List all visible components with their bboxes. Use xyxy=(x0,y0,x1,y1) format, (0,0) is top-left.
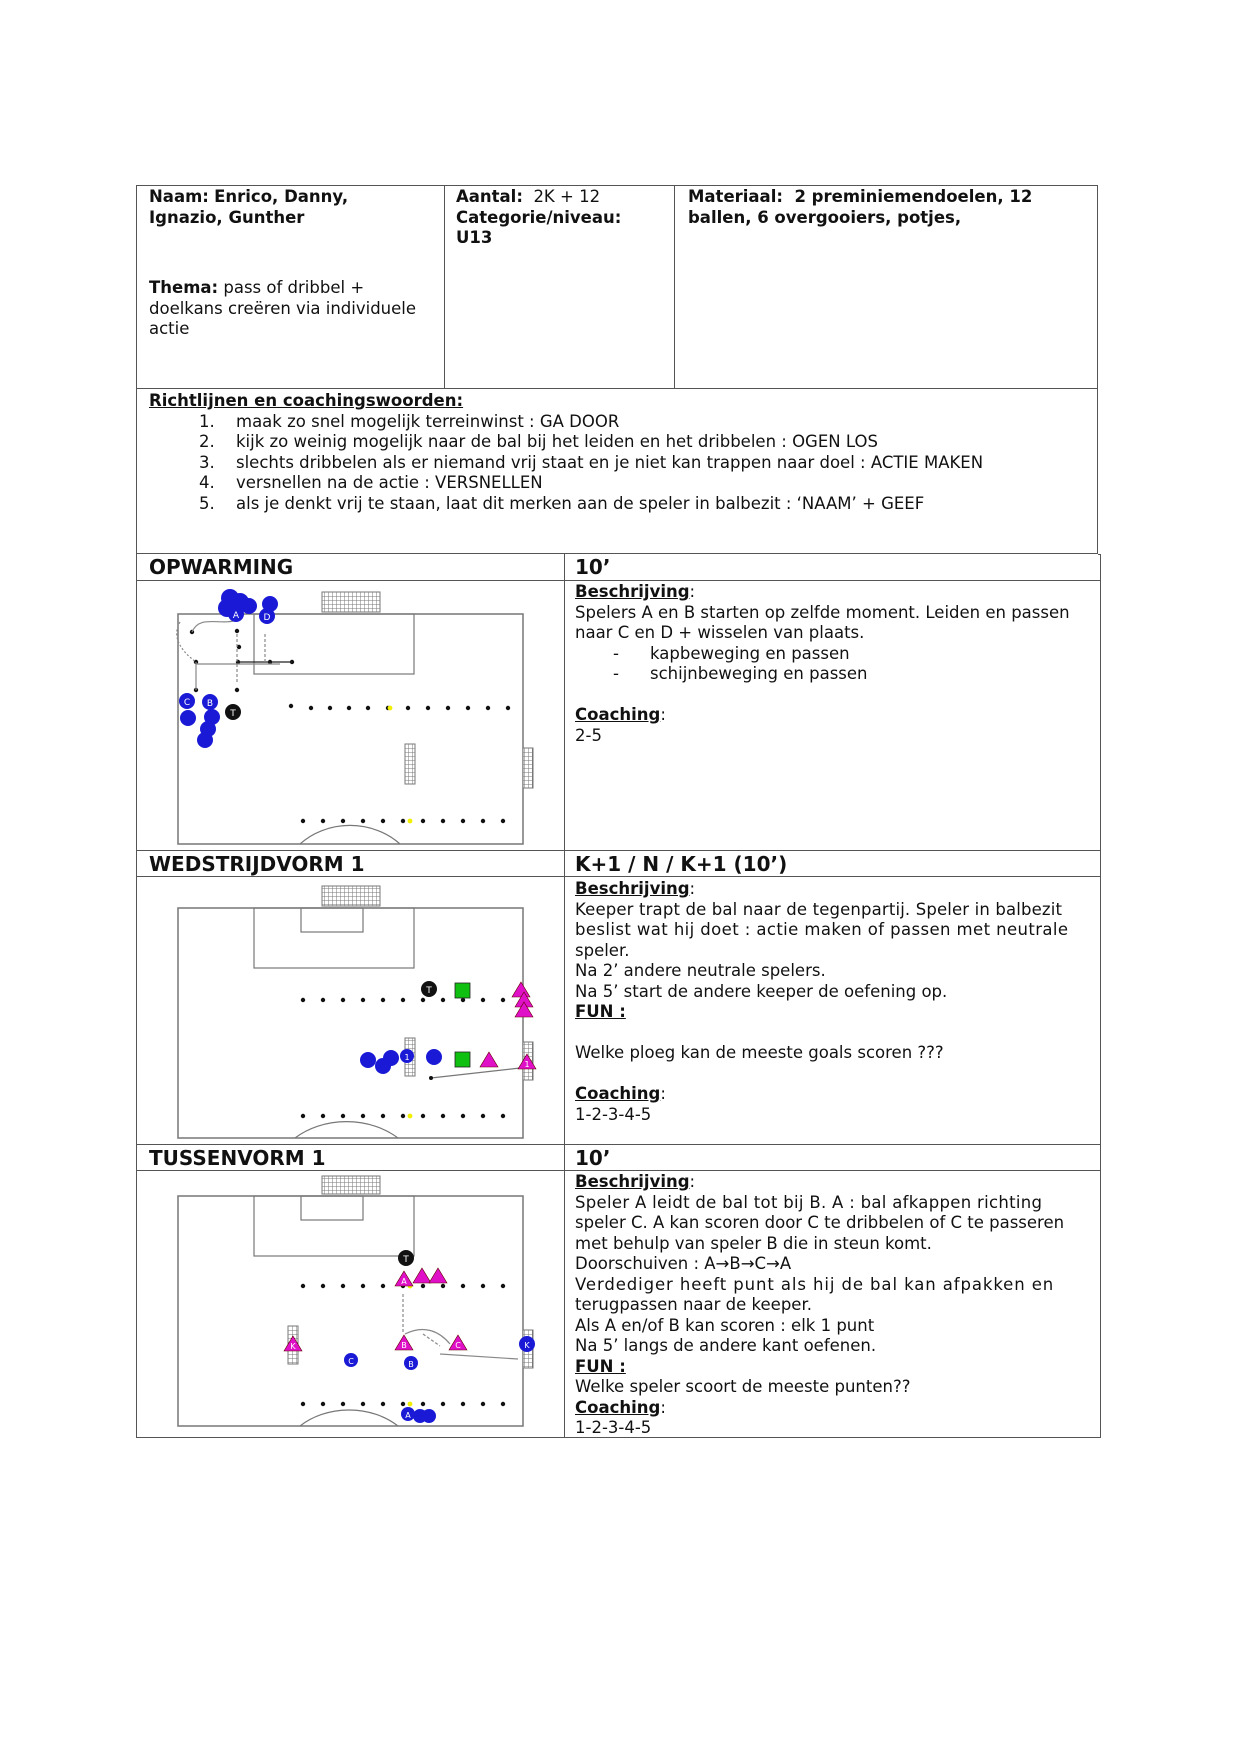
pitch-outline xyxy=(178,614,523,844)
desc-line: Spelers A en B starten op zelfde moment. Leiden en passen xyxy=(575,602,1070,622)
beschrijving-label: Beschrijving xyxy=(575,1172,690,1191)
wedstrijdvorm-title: WEDSTRIJDVORM 1 xyxy=(149,852,365,876)
opwarming-title: OPWARMING xyxy=(149,555,294,579)
wedstrijdvorm-diagram xyxy=(140,880,560,1142)
desc-line: Keeper trapt de bal naar de tegenpartij. Speler in balbezit xyxy=(575,899,1063,919)
label-c: C xyxy=(455,1341,461,1350)
guideline-item: 5. als je denkt vrij te staan, laat dit merken aan de speler in balbezit : ‘NAAM’ + GEEF xyxy=(199,493,925,513)
label-t: T xyxy=(230,709,236,719)
fun-label: FUN : xyxy=(575,1002,626,1021)
cone-row xyxy=(301,819,505,824)
wedstrijdvorm-duration: K+1 / N / K+1 (10’) xyxy=(575,852,788,876)
players-pink xyxy=(284,1268,467,1351)
desc-line: Speler A leidt de bal tot bij B. A : bal afkappen richting xyxy=(575,1192,1043,1212)
desc-line: Verdediger heeft punt als hij de bal kan afpakken en xyxy=(575,1274,1055,1294)
guidelines-block xyxy=(149,391,1089,514)
desc-line: met behulp van speler B die in steun komt. xyxy=(575,1233,932,1253)
coaching-value: 1-2-3-4-5 xyxy=(575,1418,652,1437)
thema-value-3: actie xyxy=(149,319,190,338)
desc-line: Na 5’ langs de andere kant oefenen. xyxy=(575,1336,877,1355)
center-circle xyxy=(300,825,400,844)
materiaal-value-2: ballen, 6 overgooiers, potjes, xyxy=(688,207,962,227)
opwarming-diagram xyxy=(140,584,560,846)
label-c: C xyxy=(183,698,191,708)
goal-net xyxy=(322,1176,380,1194)
naam-cell xyxy=(149,187,439,228)
penalty-area-small xyxy=(301,1196,363,1220)
fun-label: FUN : xyxy=(575,1356,626,1376)
center-circle xyxy=(300,1410,398,1426)
coaching-label: Coaching xyxy=(575,705,661,724)
materiaal-value: 2 preminiemendoelen, 12 xyxy=(794,187,1033,206)
penalty-box xyxy=(254,1196,414,1256)
pitch-outline xyxy=(178,1196,523,1426)
beschrijving-label: Beschrijving xyxy=(575,879,690,898)
tussenvorm-duration: 10’ xyxy=(575,1146,611,1170)
start-cones xyxy=(190,629,294,692)
label-a-blue: A xyxy=(405,1411,411,1420)
label-t: T xyxy=(426,986,432,996)
penalty-area-small xyxy=(301,908,363,932)
guidelines-title: Richtlijnen en coachingswoorden: xyxy=(149,391,464,410)
header-divider-v1 xyxy=(444,185,445,389)
label-k-right: K xyxy=(524,1341,530,1350)
tussenvorm-diagram xyxy=(140,1174,560,1436)
desc-line: Na 5’ start de andere keeper de oefening op. xyxy=(575,981,948,1001)
players-blue xyxy=(360,1049,442,1074)
aantal-label: Aantal: xyxy=(456,187,523,206)
variation-list xyxy=(575,644,1091,685)
cone-row xyxy=(301,1114,505,1119)
desc-line: naar C en D + wisselen van plaats. xyxy=(575,623,865,642)
coaching-value: 1-2-3-4-5 xyxy=(575,1104,652,1124)
neutral-player xyxy=(455,983,470,998)
cone-row xyxy=(301,998,505,1002)
list-item: - schijnbeweging en passen xyxy=(575,664,1091,685)
tussenvorm-description: Beschrijving: Speler A leidt de bal tot bij B. A : bal afkappen richting speler C. A kan scoren door C te dribbelen of C te passeren met behulp van speler B die in steun komt. Doorschuiven : A→B→C→A Verdediger heeft punt als hij de bal kan afpakken en terugpassen naar de keeper. Als A en/of B kan scoren : elk 1 punt Na 5’ langs de andere kant oefenen. FUN : Welke speler scoort de meeste punten?? Coaching: 1-2-3-4-5 xyxy=(575,1172,1091,1439)
label-1-left: 1 xyxy=(404,1053,410,1062)
neutral-player xyxy=(455,1052,470,1067)
movement-paths xyxy=(177,620,292,690)
desc-line: beslist wat hij doet : actie maken of passen met neutrale xyxy=(575,920,1069,939)
list-item: - kapbeweging en passen xyxy=(575,644,1091,665)
thema-label: Thema: xyxy=(149,278,219,297)
penalty-box xyxy=(254,614,414,674)
players-pink xyxy=(480,982,536,1069)
label-t: T xyxy=(403,1255,409,1265)
pass-path xyxy=(431,1068,520,1078)
label-k-left: K xyxy=(290,1342,296,1351)
exercise-divider-v xyxy=(564,554,565,1438)
thema-cell xyxy=(149,278,439,340)
fun-text: Welke ploeg kan de meeste goals scoren ??? xyxy=(575,1043,944,1062)
cone-row xyxy=(289,704,510,711)
mini-goal xyxy=(523,748,533,788)
label-b: B xyxy=(206,699,214,709)
guideline-item: 3. slechts dribbelen als er niemand vrij staat en je niet kan trappen naar doel : ACTIE MAKEN xyxy=(199,452,984,472)
aantal-cell xyxy=(456,187,666,249)
beschrijving-label: Beschrijving xyxy=(575,582,690,601)
coaching-value: 2-5 xyxy=(575,725,602,745)
header-divider-h xyxy=(136,388,1098,389)
desc-line: Als A en/of B kan scoren : elk 1 punt xyxy=(575,1315,875,1335)
coaching-label: Coaching xyxy=(575,1397,661,1417)
naam-label: Naam: xyxy=(149,187,209,206)
materiaal-label: Materiaal: xyxy=(688,187,783,206)
guidelines-list xyxy=(149,412,1089,515)
thema-value: pass of dribbel + xyxy=(223,278,365,297)
categorie-value: U13 xyxy=(456,228,493,247)
guideline-item: 4. versnellen na de actie : VERSNELLEN xyxy=(199,473,543,492)
exercise-top-right xyxy=(1098,554,1101,555)
header-divider-v2 xyxy=(674,185,675,389)
wedstrijdvorm-description: Beschrijving: Keeper trapt de bal naar de tegenpartij. Speler in balbezit beslist wat hij doet : actie maken of passen met neutrale speler. Na 2’ andere neutrale spelers. Na 5’ start de andere keeper de oefening op. FUN : Welke ploeg kan de meeste goals scoren ??? Coaching: 1-2-3-4-5 xyxy=(575,879,1091,1125)
label-b-top: B xyxy=(401,1341,407,1350)
guideline-item: 1. maak zo snel mogelijk terreinwinst : GA DOOR xyxy=(199,411,620,431)
tussenvorm-title: TUSSENVORM 1 xyxy=(149,1146,326,1170)
aantal-value: 2K + 12 xyxy=(533,187,601,206)
coaching-label: Coaching xyxy=(575,1084,661,1103)
naam-value: Enrico, Danny, xyxy=(214,187,349,206)
players-blue xyxy=(344,1336,535,1423)
opwarming-duration: 10’ xyxy=(575,555,611,579)
desc-line: Na 2’ andere neutrale spelers. xyxy=(575,961,826,980)
label-d: D xyxy=(263,613,271,623)
categorie-label: Categorie/niveau: xyxy=(456,207,622,227)
label-b-blue: B xyxy=(408,1360,414,1369)
label-a: A xyxy=(232,611,240,621)
goal-net xyxy=(322,886,380,906)
opwarming-description: Beschrijving: Spelers A en B starten op zelfde moment. Leiden en passen naar C en D + wisselen van plaats. - kapbeweging en passen - schijnbeweging en passen Coaching: 2-5 xyxy=(575,582,1091,746)
desc-line: speler C. A kan scoren door C te dribbelen of C te passeren xyxy=(575,1213,1065,1232)
mini-goal xyxy=(405,744,415,784)
row-divider-1 xyxy=(136,580,1101,581)
desc-line: speler. xyxy=(575,940,630,960)
label-1-right: 1 xyxy=(524,1060,530,1069)
guideline-item: 2. kijk zo weinig mogelijk naar de bal bij het leiden en het dribbelen : OGEN LOS xyxy=(199,432,878,451)
label-a: A xyxy=(401,1277,407,1286)
fun-text: Welke speler scoort de meeste punten?? xyxy=(575,1377,911,1396)
desc-line: Doorschuiven : A→B→C→A xyxy=(575,1254,792,1273)
naam-value-2: Ignazio, Gunther xyxy=(149,207,305,227)
cone-row xyxy=(301,1402,505,1407)
center-circle xyxy=(295,1122,398,1138)
thema-value-2: doelkans creëren via individuele xyxy=(149,298,417,318)
penalty-box xyxy=(254,908,414,968)
label-c-blue: C xyxy=(348,1357,354,1366)
pitch-outline xyxy=(178,908,523,1138)
desc-line: terugpassen naar de keeper. xyxy=(575,1295,812,1314)
goal-net xyxy=(322,592,380,612)
materiaal-cell xyxy=(688,187,1088,228)
